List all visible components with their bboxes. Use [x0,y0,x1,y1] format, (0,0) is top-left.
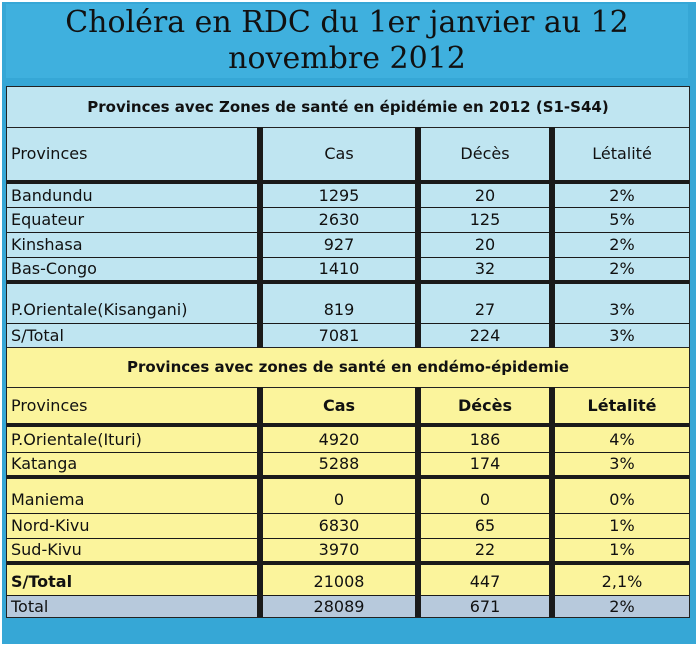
cell-deces: 22 [418,538,552,563]
table-row [7,477,689,513]
table-row [7,282,689,323]
section1-heading: Provinces avec Zones de santé en épidémie en 2012 (S1-S44) [7,87,689,127]
cell-letalite: 3% [552,323,689,347]
cell-cas: 0 [260,477,418,513]
cell-letalite: 3% [552,282,689,323]
table-row [7,207,689,232]
cell-province: Kinshasa [7,232,260,257]
cell-deces: 65 [418,513,552,538]
subtotal-row [7,563,689,595]
cell-province: Nord-Kivu [7,513,260,538]
cell-letalite: 5% [552,207,689,232]
table-row [7,182,689,207]
cell-cas: 819 [260,282,418,323]
cell-cas: 2630 [260,207,418,232]
cell-deces: 224 [418,323,552,347]
cell-letalite: 3% [552,452,689,477]
header-deces: Décès [418,127,552,182]
subtotal-row [7,323,689,347]
cell-deces: 20 [418,232,552,257]
cell-cas: 6830 [260,513,418,538]
section2-heading-row [7,347,689,387]
cell-deces: 671 [418,595,552,617]
header-deces: Décès [418,387,552,425]
cell-province: Total [7,595,260,617]
cell-province: Sud-Kivu [7,538,260,563]
cell-province: Bandundu [7,182,260,207]
cell-deces: 32 [418,257,552,282]
cell-province: Bas-Congo [7,257,260,282]
table-row [7,232,689,257]
cell-deces: 174 [418,452,552,477]
cell-deces: 20 [418,182,552,207]
section2-header-row [7,387,689,425]
header-letalite: Létalité [552,127,689,182]
cell-letalite: 1% [552,538,689,563]
cell-province: P.Orientale(Kisangani) [7,282,260,323]
cell-deces: 27 [418,282,552,323]
table-row [7,538,689,563]
cell-province: S/Total [7,323,260,347]
cell-cas: 4920 [260,425,418,452]
cell-cas: 927 [260,232,418,257]
section2-heading: Provinces avec zones de santé en endémo-épidemie [7,347,689,387]
cell-cas: 1295 [260,182,418,207]
cell-deces: 447 [418,563,552,595]
cell-letalite: 1% [552,513,689,538]
cell-cas: 5288 [260,452,418,477]
cell-letalite: 2% [552,182,689,207]
cell-cas: 1410 [260,257,418,282]
cell-letalite: 0% [552,477,689,513]
title-line-1: Choléra en RDC du 1er janvier au 12 [65,5,629,40]
table-row [7,257,689,282]
title-line-2: novembre 2012 [228,41,466,76]
cell-letalite: 2% [552,257,689,282]
cholera-table [6,86,690,618]
section1-header-row [7,127,689,182]
cell-province: Maniema [7,477,260,513]
cell-letalite: 2% [552,595,689,617]
cell-letalite: 4% [552,425,689,452]
table-row [7,425,689,452]
cell-deces: 0 [418,477,552,513]
header-cas: Cas [260,127,418,182]
header-provinces: Provinces [11,395,88,415]
cell-province: P.Orientale(Ituri) [7,425,260,452]
cell-cas: 7081 [260,323,418,347]
total-row [7,595,689,617]
table-row [7,513,689,538]
header-cas: Cas [260,387,418,425]
cell-letalite: 2% [552,232,689,257]
header-letalite: Létalité [552,387,689,425]
header-provinces: Provinces [11,144,88,164]
cell-province: Equateur [7,207,260,232]
table-row [7,452,689,477]
section1-heading-row [7,87,689,127]
cell-province: S/Total [7,563,260,595]
cell-cas: 21008 [260,563,418,595]
cell-cas: 28089 [260,595,418,617]
page-title [6,4,688,78]
cell-cas: 3970 [260,538,418,563]
cell-province: Katanga [7,452,260,477]
cell-letalite: 2,1% [552,563,689,595]
cell-deces: 186 [418,425,552,452]
cell-deces: 125 [418,207,552,232]
